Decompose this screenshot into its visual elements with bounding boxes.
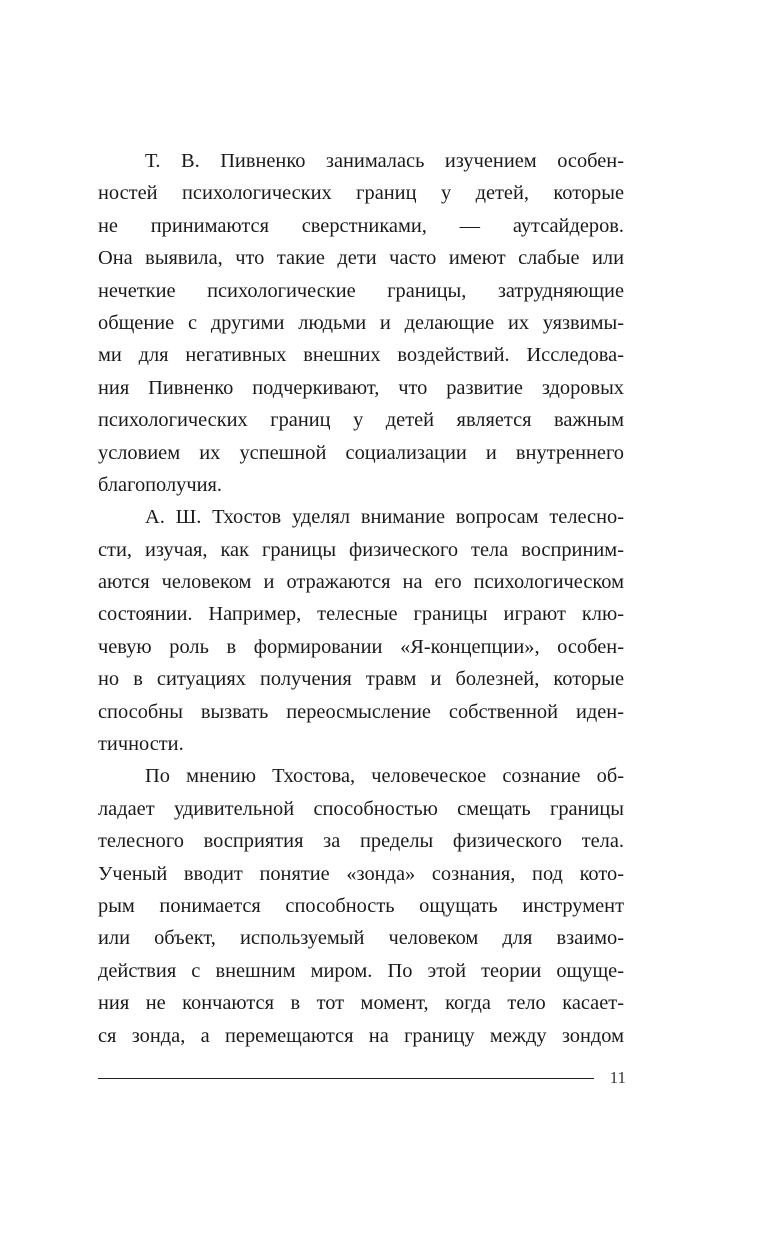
text-line: сти, изучая, как границы физического тела восприним-	[98, 538, 624, 561]
text-line: но в ситуациях получения травм и болезней, которые	[98, 668, 624, 691]
text-line: благополучия.	[98, 473, 222, 496]
text-line: тичности.	[98, 733, 184, 756]
text-line: ностей психологических границ у детей, которые	[98, 182, 624, 205]
text-line: Т. В. Пивненко занималась изучением особен-	[145, 150, 624, 172]
text-line: ния Пивненко подчеркивают, что развитие здоровых	[98, 376, 624, 399]
text-line: ми для негативных внешних воздействий. Исследова-	[98, 344, 624, 367]
text-line: условием их успешной социализации и внутреннего	[98, 441, 624, 464]
text-line: аются человеком и отражаются на его психологическом	[98, 571, 624, 594]
text-line: способны вызвать переосмысление собственной иден-	[98, 700, 624, 723]
text-line: ся зонда, а перемещаются на границу между зондом	[98, 1024, 624, 1047]
text-line: общение с другими людьми и делающие их уязвимы-	[98, 311, 624, 334]
text-line: не принимаются сверстниками, — аутсайдеров.	[98, 214, 624, 237]
footer-divider	[98, 1078, 594, 1079]
text-line: действия с внешним миром. По этой теории ощуще-	[98, 959, 624, 982]
body-text	[98, 145, 624, 1052]
text-line: По мнению Тхостова, человеческое сознание об-	[145, 765, 624, 788]
text-line: телесного восприятия за пределы физического тела.	[98, 830, 624, 853]
text-line: психологических границ у детей является важным	[98, 409, 624, 432]
text-line: состоянии. Например, телесные границы играют клю-	[98, 603, 624, 626]
text-line: рым понимается способность ощущать инструмент	[98, 894, 624, 917]
page-number: 11	[609, 1068, 626, 1087]
text-line: А. Ш. Тхостов уделял внимание вопросам телесно-	[145, 506, 624, 529]
text-line: Ученый вводит понятие «зонда» сознания, под кото-	[98, 862, 624, 885]
text-line: ладает удивительной способностью смещать границы	[98, 797, 624, 820]
text-line: или объект, используемый человеком для взаимо-	[98, 927, 624, 950]
text-line: Она выявила, что такие дети часто имеют слабые или	[98, 247, 624, 270]
text-line: ния не кончаются в тот момент, когда тело касает-	[98, 992, 624, 1015]
text-line: нечеткие психологические границы, затрудняющие	[98, 279, 624, 302]
text-line: чевую роль в формировании «Я-концепции», особен-	[98, 635, 624, 658]
